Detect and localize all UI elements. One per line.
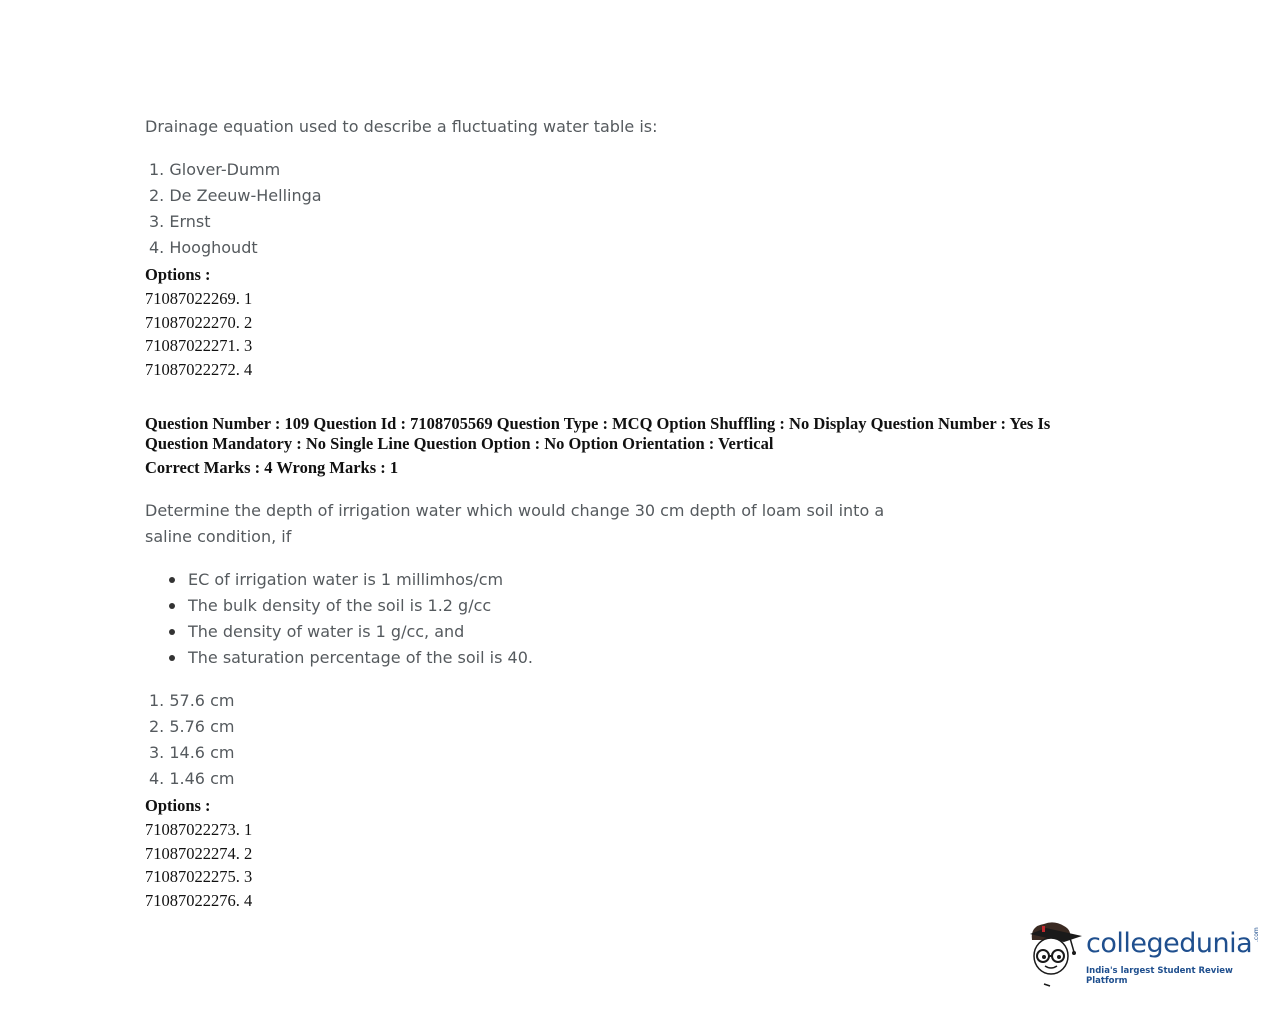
option-id: 71087022273. 1 bbox=[145, 820, 253, 839]
condition-item: The density of water is 1 g/cc, and bbox=[188, 622, 465, 641]
condition-item: EC of irrigation water is 1 millimhos/cm bbox=[188, 570, 504, 589]
option-id: 71087022269. 1 bbox=[145, 289, 253, 308]
option-id: 71087022270. 2 bbox=[145, 313, 253, 332]
question-text: saline condition, if bbox=[145, 527, 292, 546]
question-marks: Correct Marks : 4 Wrong Marks : 1 bbox=[145, 458, 399, 477]
question-text: Determine the depth of irrigation water which would change 30 cm depth of loam soil into a bbox=[145, 501, 885, 520]
options-heading: Options : bbox=[145, 796, 211, 815]
question-meta: Question Mandatory : No Single Line Question Option : No Option Orientation : Vertical bbox=[145, 434, 774, 453]
bullet-icon bbox=[169, 629, 175, 635]
logo-suffix: .com bbox=[1253, 927, 1260, 942]
choice-item: 1. 57.6 cm bbox=[149, 691, 235, 710]
choice-item: 2. De Zeeuw-Hellinga bbox=[149, 186, 322, 205]
choice-item: 4. 1.46 cm bbox=[149, 769, 235, 788]
question-meta: Question Number : 109 Question Id : 7108705569 Question Type : MCQ Option Shuffling : No Display Question Number : Yes Is bbox=[145, 414, 1051, 433]
logo-wordmark: collegedunia bbox=[1086, 928, 1253, 959]
option-id: 71087022275. 3 bbox=[145, 867, 253, 886]
collegedunia-logo bbox=[1024, 918, 1264, 990]
logo-tagline: India's largest Student Review Platform bbox=[1086, 966, 1233, 986]
option-id: 71087022271. 3 bbox=[145, 336, 253, 355]
bullet-icon bbox=[169, 603, 175, 609]
bullet-icon bbox=[169, 577, 175, 583]
options-heading: Options : bbox=[145, 265, 211, 284]
condition-item: The saturation percentage of the soil is 40. bbox=[188, 648, 533, 667]
option-id: 71087022274. 2 bbox=[145, 844, 253, 863]
mascot-icon bbox=[1024, 918, 1086, 990]
choice-item: 3. Ernst bbox=[149, 212, 211, 231]
option-id: 71087022276. 4 bbox=[145, 891, 253, 910]
choice-item: 2. 5.76 cm bbox=[149, 717, 235, 736]
bullet-icon bbox=[169, 655, 175, 661]
choice-item: 1. Glover-Dumm bbox=[149, 160, 281, 179]
choice-item: 4. Hooghoudt bbox=[149, 238, 258, 257]
question-text: Drainage equation used to describe a fluctuating water table is: bbox=[145, 117, 658, 136]
condition-item: The bulk density of the soil is 1.2 g/cc bbox=[188, 596, 492, 615]
choice-item: 3. 14.6 cm bbox=[149, 743, 235, 762]
option-id: 71087022272. 4 bbox=[145, 360, 253, 379]
